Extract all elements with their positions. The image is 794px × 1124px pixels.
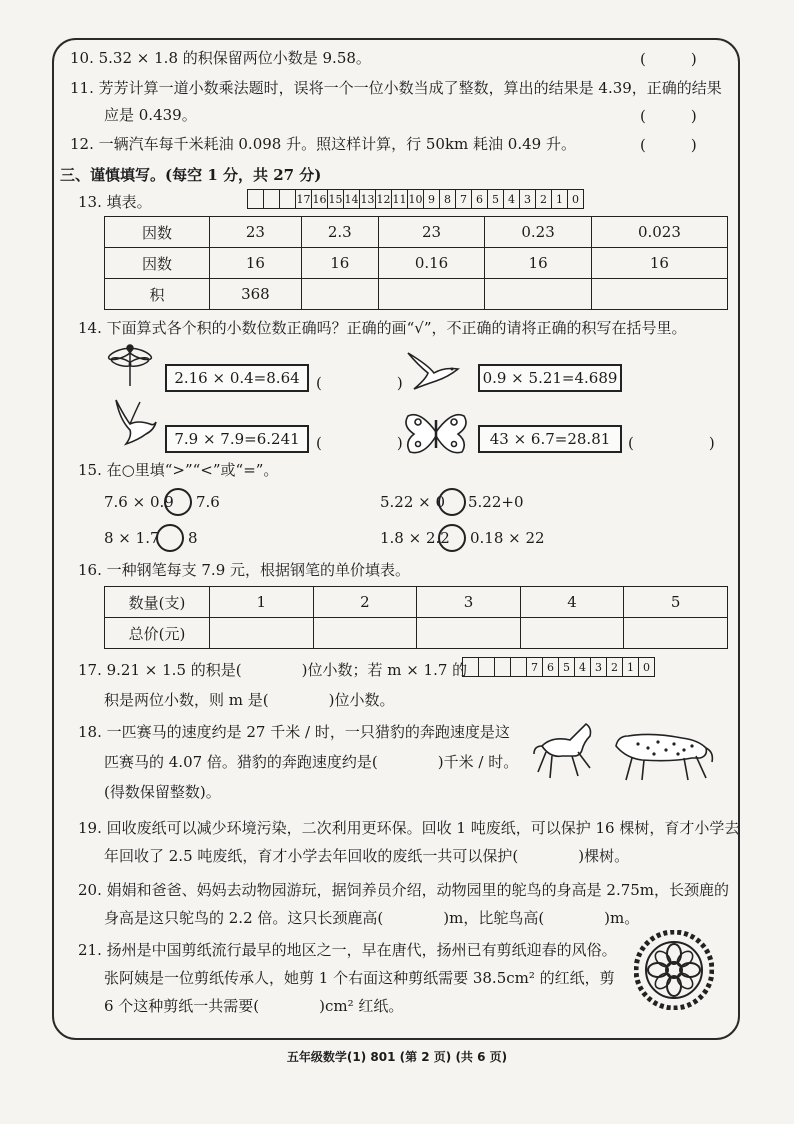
answer-cell[interactable] [591, 279, 727, 310]
table-cell: 23 [378, 217, 485, 248]
row-head: 因数 [105, 217, 210, 248]
dragonfly-icon [106, 340, 154, 388]
question-17-line1: 17. 9.21 × 1.5 的积是( )位小数；若 m × 1.7 的 [78, 661, 468, 679]
strip-cell[interactable] [264, 190, 280, 209]
table-cell: 16 [301, 248, 378, 279]
compare-right: 7.6 [196, 493, 220, 511]
strip-cell: 7 [456, 190, 472, 209]
table-cell: 2.3 [301, 217, 378, 248]
answer-paren-14a[interactable]: ( ) [316, 374, 403, 392]
answer-cell[interactable] [417, 618, 521, 649]
strip-cell: 6 [543, 658, 559, 677]
table-cell: 0.16 [378, 248, 485, 279]
compare-right: 0.18 × 22 [470, 529, 545, 547]
strip-cell[interactable] [248, 190, 264, 209]
strip-cell[interactable] [511, 658, 527, 677]
table-cell: 23 [210, 217, 302, 248]
cheetah-icon [612, 722, 716, 784]
strip-cell[interactable] [479, 658, 495, 677]
table-cell: 0.23 [485, 217, 592, 248]
number-strip-1 [247, 189, 584, 209]
answer-paren-14c[interactable]: ( ) [316, 434, 403, 452]
strip-cell: 1 [623, 658, 639, 677]
equation-box: 0.9 × 5.21=4.689 [478, 364, 622, 392]
strip-cell: 2 [607, 658, 623, 677]
strip-cell: 4 [575, 658, 591, 677]
strip-cell[interactable] [463, 658, 479, 677]
question-18-line3: (得数保留整数)。 [104, 783, 221, 801]
strip-cell: 0 [568, 190, 584, 209]
answer-cell[interactable] [485, 279, 592, 310]
table-cell: 368 [210, 279, 302, 310]
strip-cell: 3 [591, 658, 607, 677]
answer-cell[interactable] [624, 618, 728, 649]
equation-box: 2.16 × 0.4=8.64 [165, 364, 309, 392]
answer-paren-11[interactable]: ( ) [640, 107, 697, 125]
strip-cell: 15 [328, 190, 344, 209]
row-head: 因数 [105, 248, 210, 279]
horse-icon [532, 720, 602, 782]
strip-cell: 5 [488, 190, 504, 209]
question-13: 13. 填表。 [78, 193, 152, 211]
strip-cell: 3 [520, 190, 536, 209]
compare-left: 8 × 1.7 [104, 529, 160, 547]
question-18-line2: 匹赛马的 4.07 倍。猎豹的奔跑速度约是( )千米 / 时。 [104, 753, 519, 771]
question-21-line1: 21. 扬州是中国剪纸流行最早的地区之一，早在唐代，扬州已有剪纸迎春的风俗。 [78, 941, 617, 959]
answer-cell[interactable] [210, 618, 314, 649]
question-14: 14. 下面算式各个积的小数位数正确吗？正确的画“√”，不正确的请将正确的积写在括号里。 [78, 319, 687, 337]
strip-cell: 12 [376, 190, 392, 209]
compare-right: 5.22+0 [468, 493, 524, 511]
equation-box: 7.9 × 7.9=6.241 [165, 425, 309, 453]
swallow-icon [404, 345, 462, 393]
strip-cell: 16 [312, 190, 328, 209]
question-19-line2: 年回收了 2.5 吨废纸，育才小学去年回收的废纸一共可以保护( )棵树。 [104, 847, 630, 865]
strip-cell: 9 [424, 190, 440, 209]
question-10: 10. 5.32 × 1.8 的积保留两位小数是 9.58。 [70, 49, 371, 67]
table-cell: 16 [485, 248, 592, 279]
question-11-line1: 11. 芳芳计算一道小数乘法题时，误将一个一位小数当成了整数，算出的结果是 4.39，正确的结果 [70, 79, 722, 97]
question-20-line2: 身高是这只鸵鸟的 2.2 倍。这只长颈鹿高( )m，比鸵鸟高( )m。 [104, 909, 640, 927]
table-cell: 0.023 [591, 217, 727, 248]
strip-cell: 13 [360, 190, 376, 209]
table-16 [104, 586, 728, 649]
compare-circle[interactable] [438, 524, 466, 552]
compare-left: 7.6 × 0.9 [104, 493, 174, 511]
answer-cell[interactable] [520, 618, 624, 649]
compare-circle[interactable] [164, 488, 192, 516]
table-cell: 3 [417, 587, 521, 618]
question-17-line2: 积是两位小数，则 m 是( )位小数。 [104, 691, 395, 709]
strip-cell: 4 [504, 190, 520, 209]
answer-cell[interactable] [378, 279, 485, 310]
table-cell: 5 [624, 587, 728, 618]
answer-paren-10[interactable]: ( ) [640, 50, 697, 68]
table-13 [104, 216, 728, 310]
table-cell: 4 [520, 587, 624, 618]
number-strip-2 [462, 657, 655, 677]
compare-left: 1.8 × 2.2 [380, 529, 450, 547]
strip-cell: 14 [344, 190, 360, 209]
compare-left: 5.22 × 0 [380, 493, 446, 511]
section-3-heading: 三、谨慎填写。(每空 1 分，共 27 分) [60, 166, 322, 184]
answer-paren-14d[interactable]: ( ) [628, 434, 715, 452]
question-16: 16. 一种钢笔每支 7.9 元，根据钢笔的单价填表。 [78, 561, 411, 579]
row-head: 总价(元) [105, 618, 210, 649]
page-footer: 五年级数学(1) 801 (第 2 页) (共 6 页) [286, 1050, 508, 1064]
question-11-line2: 应是 0.439。 [104, 106, 197, 124]
strip-cell: 1 [552, 190, 568, 209]
compare-right: 8 [188, 529, 198, 547]
row-head: 积 [105, 279, 210, 310]
question-21-line3: 6 个这种剪纸一共需要( )cm² 红纸。 [104, 997, 404, 1015]
question-21-line2: 张阿姨是一位剪纸传承人，她剪 1 个右面这种剪纸需要 38.5cm² 的红纸，剪 [104, 969, 615, 987]
strip-cell: 10 [408, 190, 424, 209]
table-cell: 16 [210, 248, 302, 279]
table-cell: 1 [210, 587, 314, 618]
strip-cell: 2 [536, 190, 552, 209]
question-15: 15. 在○里填“>”“<”或“=”。 [78, 461, 279, 479]
question-19-line1: 19. 回收废纸可以减少环境污染，二次利用更环保。回收 1 吨废纸，可以保护 16 棵树，育才小学去 [78, 819, 740, 837]
dove-icon [110, 396, 160, 448]
strip-cell: 5 [559, 658, 575, 677]
table-cell: 2 [313, 587, 417, 618]
row-head: 数量(支) [105, 587, 210, 618]
question-12: 12. 一辆汽车每千米耗油 0.098 升。照这样计算，行 50km 耗油 0.49 升。 [70, 135, 576, 153]
question-20-line1: 20. 娟娟和爸爸、妈妈去动物园游玩，据饲养员介绍，动物园里的鸵鸟的身高是 2.75m，长颈鹿的 [78, 881, 730, 899]
papercut-icon [634, 930, 714, 1010]
strip-cell: 6 [472, 190, 488, 209]
strip-cell: 17 [296, 190, 312, 209]
answer-cell[interactable] [301, 279, 378, 310]
question-18-line1: 18. 一匹赛马的速度约是 27 千米 / 时，一只猎豹的奔跑速度是这 [78, 723, 510, 741]
equation-box: 43 × 6.7=28.81 [478, 425, 622, 453]
strip-cell: 8 [440, 190, 456, 209]
compare-circle[interactable] [156, 524, 184, 552]
compare-circle[interactable] [438, 488, 466, 516]
strip-cell[interactable] [495, 658, 511, 677]
strip-cell: 7 [527, 658, 543, 677]
answer-paren-12[interactable]: ( ) [640, 136, 697, 154]
strip-cell: 0 [639, 658, 655, 677]
strip-cell: 11 [392, 190, 408, 209]
butterfly-icon [402, 408, 470, 458]
answer-cell[interactable] [313, 618, 417, 649]
table-cell: 16 [591, 248, 727, 279]
strip-cell[interactable] [280, 190, 296, 209]
